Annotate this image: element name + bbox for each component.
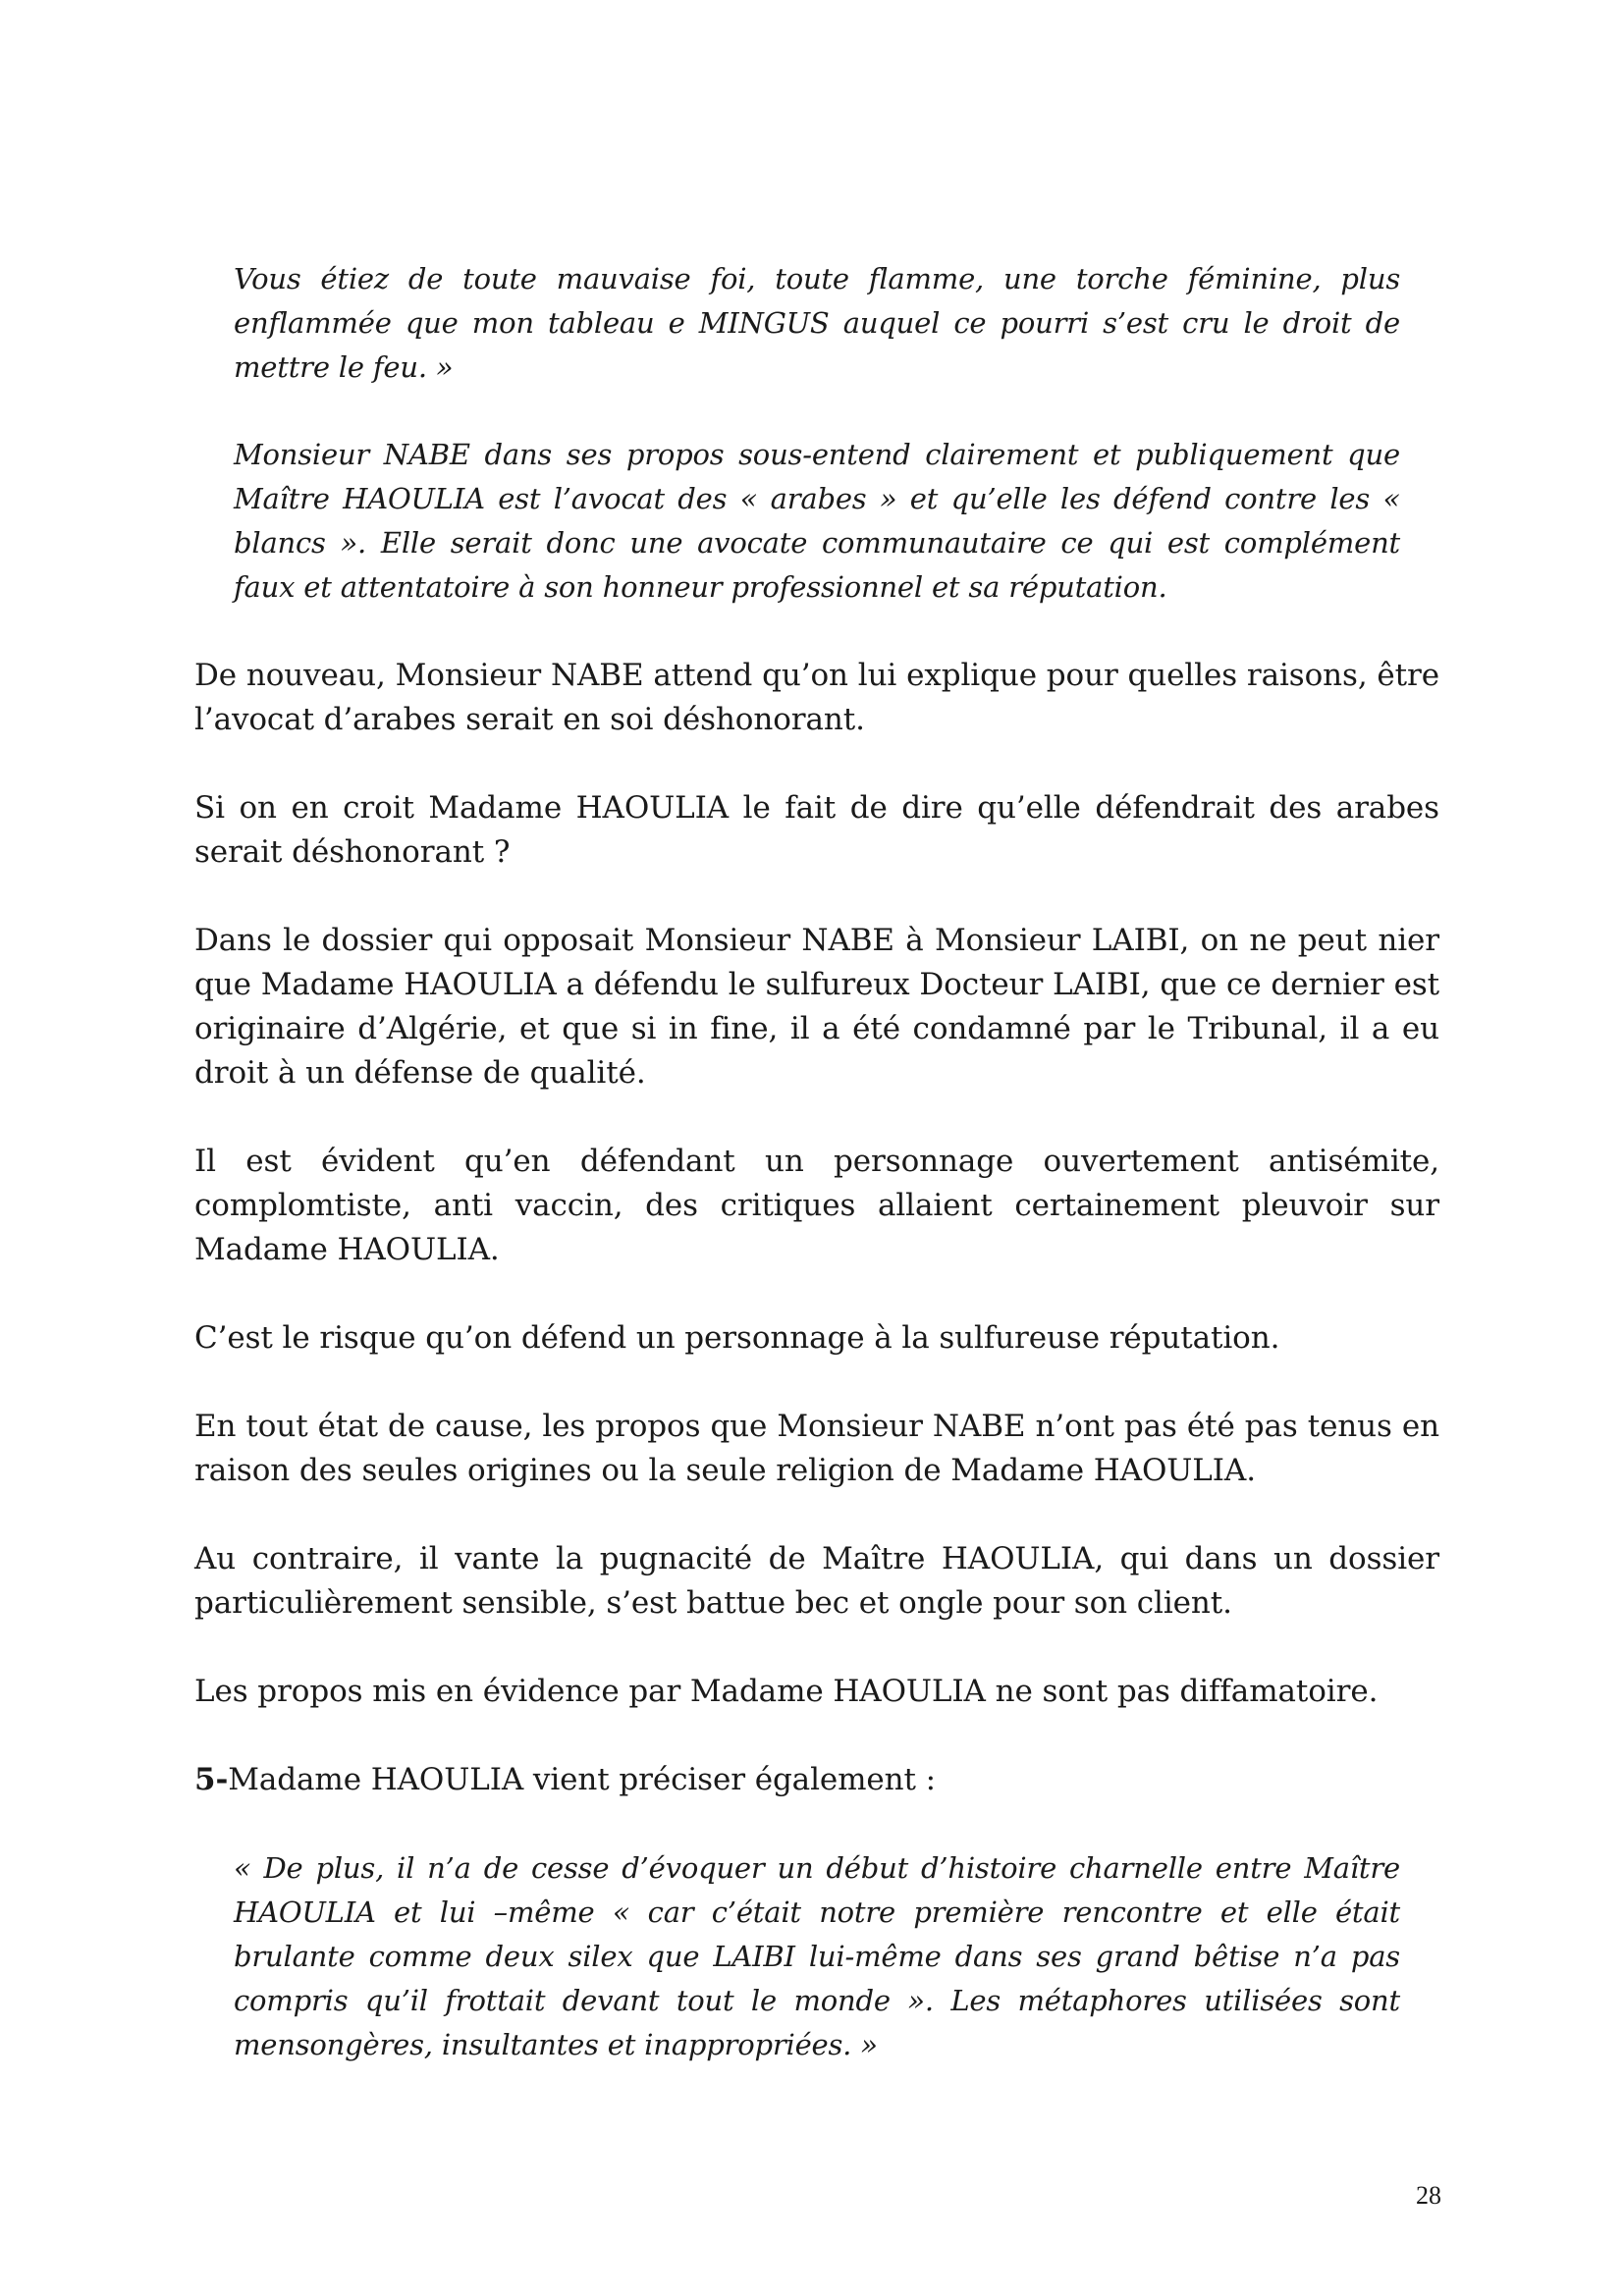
page-number: 28 (1416, 2181, 1441, 2210)
point-number: 5- (194, 1762, 229, 1797)
page-body (194, 257, 1439, 2067)
paragraph-risque: C’est le risque qu’on défend un personnage à la sulfureuse réputation. (194, 1320, 1280, 1356)
block-quote-communautaire: Monsieur NABE dans ses propos sous-entend clairement et publiquement que Maître HAOULIA est l’avocat des « arabes » et qu’elle les défend contre les « blancs ». Elle serait donc une avocate communautaire ce qui est complément faux et attentatoire à son honneur professionnel et sa réputation. (234, 438, 1400, 604)
paragraph-nouveau: De nouveau, Monsieur NABE attend qu’on lui explique pour quelles raisons, être l’avocat d’arabes serait en soi déshonorant. (194, 658, 1439, 737)
paragraph-evident: Il est évident qu’en défendant un personnage ouvertement antisémite, complomtiste, anti vaccin, des critiques allaient certainement pleuvoir sur Madame HAOULIA. (194, 1144, 1439, 1267)
paragraph-dossier: Dans le dossier qui opposait Monsieur NABE à Monsieur LAIBI, on ne peut nier que Madame HAOULIA a défendu le sulfureux Docteur LAIBI, que ce dernier est originaire d’Algérie, et que si in fine, il a été condamné par le Tribunal, il a eu droit à un défense de qualité. (194, 923, 1439, 1091)
point-text: Madame HAOULIA vient préciser également : (228, 1762, 936, 1797)
block-quote-silex: « De plus, il n’a de cesse d’évoquer un début d’histoire charnelle entre Maître HAOULIA et lui –même « car c’était notre première rencontre et elle était brulante comme deux silex que LAIBI lui-même dans ses grand bêtise n’a pas compris qu’il frottait devant tout le monde ». Les métaphores utilisées sont mensongères, insultantes et inappropriées. » (234, 1851, 1400, 2061)
paragraph-point-5 (194, 1758, 1439, 1802)
paragraph-etat-de-cause: En tout état de cause, les propos que Monsieur NABE n’ont pas été pas tenus en raison des seules origines ou la seule religion de Madame HAOULIA. (194, 1409, 1439, 1488)
paragraph-contraire: Au contraire, il vante la pugnacité de Maître HAOULIA, qui dans un dossier particulièrement sensible, s’est battue bec et ongle pour son client. (194, 1541, 1439, 1621)
paragraph-propos: Les propos mis en évidence par Madame HAOULIA ne sont pas diffamatoire. (194, 1674, 1379, 1709)
paragraph-croit: Si on en croit Madame HAOULIA le fait de dire qu’elle défendrait des arabes serait déshonorant ? (194, 790, 1439, 870)
block-quote-flamme: Vous étiez de toute mauvaise foi, toute flamme, une torche féminine, plus enflammée que mon tableau e MINGUS auquel ce pourri s’est cru le droit de mettre le feu. » (234, 262, 1400, 384)
